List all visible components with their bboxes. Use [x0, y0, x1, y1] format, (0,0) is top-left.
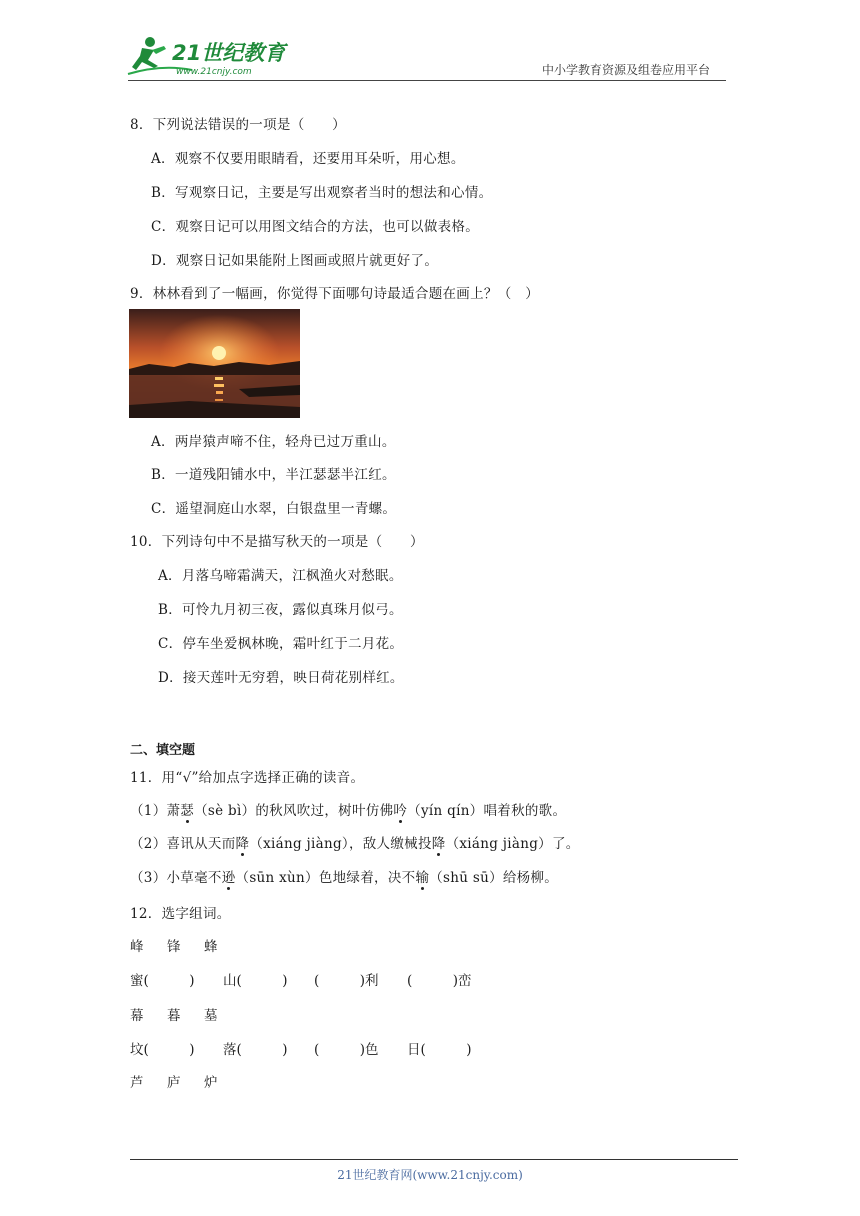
choice-char: 芦 [130, 1075, 144, 1091]
sunset-painting [129, 309, 300, 418]
choice-char: 暮 [167, 1008, 181, 1024]
q11-1-part-a: （1）萧 [130, 803, 181, 819]
site-logo [122, 34, 292, 80]
q11-stem: 11．用“√”给加点字选择正确的读音。 [130, 770, 365, 786]
q8-option-d: D．观察日记如果能附上图画或照片就更好了。 [151, 253, 439, 269]
dotted-char: 吟 [393, 799, 407, 819]
q10-option-d: D．接天莲叶无穷碧，映日荷花别样红。 [158, 670, 404, 686]
q11-1-part-c: （sè bì）的秋风吹过，树叶仿佛 [194, 803, 394, 819]
dotted-char: 瑟 [180, 799, 194, 819]
q8-option-a: A．观察不仅要用眼睛看，还要用耳朵听，用心想。 [151, 151, 465, 167]
fill-blank: 坟( ) [130, 1042, 195, 1058]
runner-logo-icon [122, 34, 292, 80]
header-divider [128, 80, 726, 81]
dotted-char: 逊 [222, 866, 236, 886]
q11-line-2 [130, 832, 580, 852]
footer-divider [130, 1159, 738, 1160]
q11-3-part-a: （3）小草毫不 [130, 870, 222, 886]
choice-char: 锋 [167, 939, 181, 955]
q11-2-part-a: （2）喜讯从天而 [130, 836, 236, 852]
q10-option-b: B．可怜九月初三夜，露似真珠月似弓。 [158, 602, 403, 618]
choice-char: 墓 [204, 1008, 218, 1024]
logo-text: 21世纪教育 [172, 41, 286, 65]
q9-option-c: C．遥望洞庭山水翠，白银盘里一青螺。 [151, 501, 397, 517]
dotted-char: 降 [236, 832, 250, 852]
q11-2-part-e: （xiáng jiàng）了。 [445, 836, 580, 852]
dotted-char: 降 [432, 832, 446, 852]
platform-name: 中小学教育资源及组卷应用平台 [542, 63, 711, 77]
q8-option-b: B．写观察日记，主要是写出观察者当时的想法和心情。 [151, 185, 493, 201]
q11-3-part-c: （sūn xùn）色地绿着，决不 [235, 870, 416, 886]
dotted-char: 输 [415, 866, 429, 886]
fill-blank: 山( ) [223, 973, 288, 989]
choice-char: 炉 [204, 1075, 218, 1091]
q11-line-1 [130, 799, 566, 819]
q9-option-a: A．两岸猿声啼不住，轻舟已过万重山。 [151, 434, 396, 450]
choice-char: 峰 [130, 939, 144, 955]
section-title: 二、填空题 [130, 743, 196, 758]
fill-blank: 蜜( ) [130, 973, 195, 989]
fill-blank: ( )峦 [407, 973, 472, 989]
q10-option-c: C．停车坐爱枫林晚，霜叶红于二月花。 [158, 636, 404, 652]
q11-2-part-c: （xiáng jiàng），敌人缴械投 [249, 836, 432, 852]
q10-option-a: A．月落乌啼霜满天，江枫渔火对愁眠。 [158, 568, 403, 584]
choice-char: 庐 [167, 1075, 181, 1091]
q10-stem: 10．下列诗句中不是描写秋天的一项是（ ） [130, 534, 424, 550]
q11-line-3 [130, 866, 558, 886]
q8-option-c: C．观察日记可以用图文结合的方法，也可以做表格。 [151, 219, 480, 235]
choice-char: 蜂 [204, 939, 218, 955]
fill-blank: ( )色 [314, 1042, 379, 1058]
q12-stem: 12．选字组词。 [130, 906, 231, 922]
footer-link[interactable]: 21世纪教育网(www.21cnjy.com) [337, 1168, 523, 1182]
q11-1-part-e: （yín qín）唱着秋的歌。 [407, 803, 567, 819]
logo-url: www.21cnjy.com [176, 67, 252, 77]
fill-blank: 落( ) [223, 1042, 288, 1058]
fill-blank: 日( ) [407, 1042, 472, 1058]
q9-stem: 9．林林看到了一幅画，你觉得下面哪句诗最适合题在画上？（ ） [130, 286, 540, 302]
fill-blank: ( )利 [314, 973, 379, 989]
q8-stem: 8．下列说法错误的一项是（ ） [130, 117, 346, 133]
q9-option-b: B．一道残阳铺水中，半江瑟瑟半江红。 [151, 467, 396, 483]
q11-3-part-e: （shū sū）给杨柳。 [429, 870, 559, 886]
choice-char: 幕 [130, 1008, 144, 1024]
